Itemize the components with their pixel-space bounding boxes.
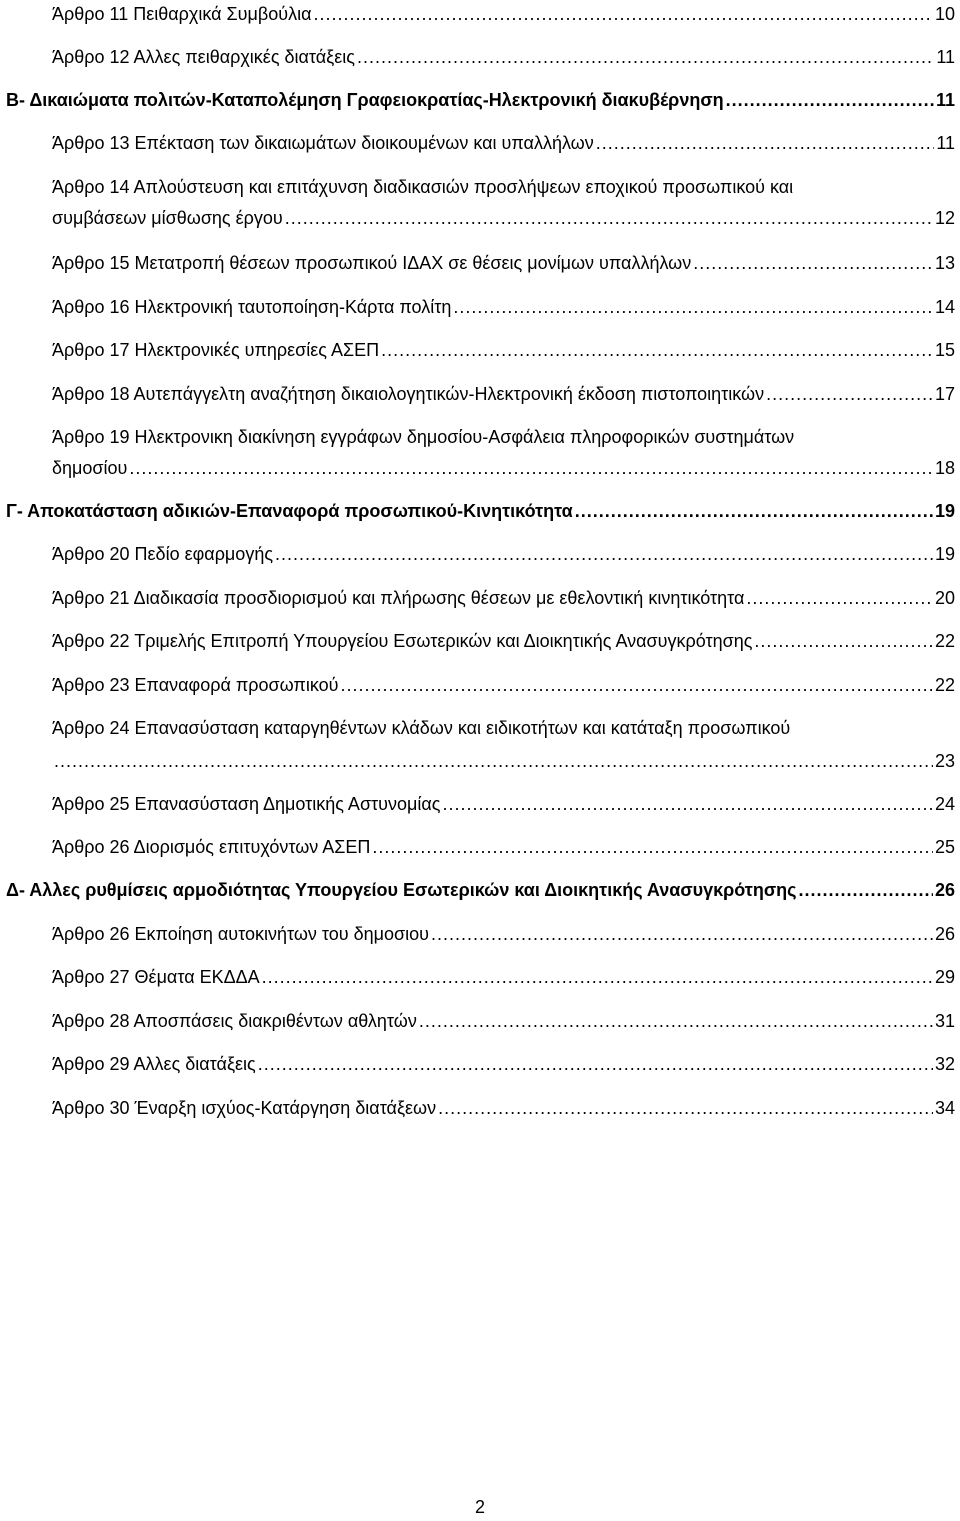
- leader-dots: [340, 672, 932, 698]
- toc-entry[interactable]: [52, 205, 955, 231]
- toc-entry[interactable]: [52, 1051, 955, 1077]
- toc-entry-title: Β- Δικαιώματα πολιτών-Καταπολέμηση Γραφειοκρατίας-Ηλεκτρονική διακυβέρνηση: [6, 90, 724, 110]
- toc-entry[interactable]: [52, 381, 955, 407]
- toc-entry-title: Άρθρο 27 Θέματα ΕΚΔΔΑ: [52, 967, 260, 987]
- toc-entry-title: Γ- Αποκατάσταση αδικιών-Επαναφορά προσωπικού-Κινητικότητα: [6, 501, 573, 521]
- toc-entry-page: 15: [934, 340, 955, 360]
- toc-entry[interactable]: [52, 455, 955, 481]
- page-number: 2: [474, 1497, 485, 1517]
- toc-entry-page: 22: [934, 631, 955, 651]
- toc-entry-title: Άρθρο 28 Αποσπάσεις διακριθέντων αθλητών: [52, 1011, 417, 1031]
- toc-entry-title: Άρθρο 26 Διορισμός επιτυχόντων ΑΣΕΠ: [52, 837, 371, 857]
- leader-dots: [799, 877, 933, 903]
- toc-entry[interactable]: [52, 250, 955, 276]
- toc-entry-title: Άρθρο 22 Τριμελής Επιτροπή Υπουργείου Εσωτερικών και Διοικητικής Ανασυγκρότησης: [52, 631, 753, 651]
- leader-dots: [258, 1051, 933, 1077]
- toc-entry[interactable]: [52, 1008, 955, 1034]
- toc-entry-title: Άρθρο 15 Μετατροπή θέσεων προσωπικού ΙΔΑΧ σε θέσεις μονίμων υπαλλήλων: [52, 253, 692, 273]
- toc-entry[interactable]: [52, 294, 955, 320]
- leader-dots: [419, 1008, 933, 1034]
- toc-entry-page: 32: [934, 1054, 955, 1074]
- toc-entry-title: Άρθρο 18 Αυτεπάγγελτη αναζήτηση δικαιολογητικών-Ηλεκτρονική έκδοση πιστοποιητικών: [52, 384, 765, 404]
- leader-dots: [262, 964, 933, 990]
- leader-dots: [372, 834, 933, 860]
- toc-entry-title: Άρθρο 20 Πεδίο εφαρμογής: [52, 544, 274, 564]
- leader-dots: [285, 205, 933, 231]
- toc-section-heading[interactable]: [6, 877, 955, 903]
- toc-entry-title-continued: δημοσίου: [52, 458, 128, 478]
- toc-entry[interactable]: [52, 964, 955, 990]
- toc-entry-title: Άρθρο 26 Εκποίηση αυτοκινήτων του δημοσιου: [52, 924, 429, 944]
- toc-entry-page: 11: [936, 133, 955, 153]
- leader-dots: [575, 498, 933, 524]
- toc-entry-page: 11: [936, 47, 955, 67]
- toc-entry[interactable]: [52, 834, 955, 860]
- toc-entry-page: 17: [934, 384, 955, 404]
- toc-entry-title-line: Άρθρο 14 Απλούστευση και επιτάχυνση διαδικασιών προσλήψεων εποχικού προσωπικού και: [52, 177, 794, 197]
- toc-entry-title: Άρθρο 17 Ηλεκτρονικές υπηρεσίες ΑΣΕΠ: [52, 340, 380, 360]
- leader-dots: [275, 541, 933, 567]
- toc-section-heading[interactable]: [6, 87, 955, 113]
- toc-entry-title-line: Άρθρο 19 Ηλεκτρονικη διακίνηση εγγράφων δημοσίου-Ασφάλεια πληροφορικών συστημάτων: [52, 427, 795, 447]
- toc-entry[interactable]: [52, 628, 955, 654]
- toc-entry-title: Άρθρο 16 Ηλεκτρονική ταυτοποίηση-Κάρτα πολίτη: [52, 297, 452, 317]
- toc-entry-page: 24: [934, 794, 955, 814]
- toc-entry[interactable]: [52, 130, 955, 156]
- leader-dots: [693, 250, 933, 276]
- toc-entry[interactable]: [52, 672, 955, 698]
- toc-entry-title: Άρθρο 23 Επαναφορά προσωπικού: [52, 675, 339, 695]
- toc-entry[interactable]: [52, 1, 955, 27]
- leader-dots: [357, 44, 934, 70]
- toc-entry-page: 22: [934, 675, 955, 695]
- toc-entry-page: 26: [934, 880, 955, 900]
- toc-entry[interactable]: [52, 1095, 955, 1121]
- toc-entry-page: 26: [934, 924, 955, 944]
- toc-entry[interactable]: [52, 921, 955, 947]
- leader-dots: [54, 748, 933, 774]
- leader-dots: [438, 1095, 933, 1121]
- toc-entry-page: 10: [934, 4, 955, 24]
- toc-entry-title: Άρθρο 12 Αλλες πειθαρχικές διατάξεις: [52, 47, 355, 67]
- toc-entry-page: 18: [934, 458, 955, 478]
- toc-section-heading[interactable]: [6, 498, 955, 524]
- toc-entry-page: 29: [934, 967, 955, 987]
- toc-entry-page: 14: [934, 297, 955, 317]
- toc-entry-page: 19: [934, 544, 955, 564]
- toc-entry-title-continued: συμβάσεων μίσθωσης έργου: [52, 208, 283, 228]
- leader-dots: [746, 585, 933, 611]
- toc-entry-page: 12: [934, 208, 955, 228]
- toc-entry-page: 23: [934, 751, 955, 771]
- toc-entry[interactable]: [52, 585, 955, 611]
- toc-entry-page: 31: [934, 1011, 955, 1031]
- toc-entry-title: Άρθρο 29 Αλλες διατάξεις: [52, 1054, 256, 1074]
- leader-dots: [129, 455, 933, 481]
- toc-entry[interactable]: [52, 44, 955, 70]
- toc-entry[interactable]: [52, 337, 955, 363]
- leader-dots: [313, 1, 932, 27]
- toc-entry-page: 11: [935, 90, 955, 110]
- toc-entry-title: Άρθρο 21 Διαδικασία προσδιορισμού και πλήρωσης θέσεων με εθελοντική κινητικότητα: [52, 588, 745, 608]
- leader-dots: [453, 294, 933, 320]
- toc-entry-title: Δ- Αλλες ρυθμίσεις αρμοδιότητας Υπουργείου Εσωτερικών και Διοικητικής Ανασυγκρότησης: [6, 880, 797, 900]
- leader-dots: [754, 628, 933, 654]
- toc-entry-title-line: Άρθρο 24 Επανασύσταση καταργηθέντων κλάδων και ειδικοτήτων και κατάταξη προσωπικού: [52, 718, 791, 738]
- leader-dots: [431, 921, 933, 947]
- toc-entry-title: Άρθρο 13 Επέκταση των δικαιωμάτων διοικουμένων και υπαλλήλων: [52, 133, 594, 153]
- toc-entry-page: 34: [934, 1098, 955, 1118]
- toc-entry-title: Άρθρο 30 Έναρξη ισχύος-Κατάργηση διατάξεων: [52, 1098, 437, 1118]
- toc-entry-page: 13: [934, 253, 955, 273]
- toc-entry-page: 25: [934, 837, 955, 857]
- leader-dots: [442, 791, 933, 817]
- toc-entry-page: 20: [934, 588, 955, 608]
- toc-entry[interactable]: [52, 541, 955, 567]
- leader-dots: [766, 381, 933, 407]
- leader-dots: [596, 130, 935, 156]
- leader-dots: [381, 337, 933, 363]
- toc-entry-page: 19: [934, 501, 955, 521]
- toc-entry[interactable]: [52, 791, 955, 817]
- leader-dots: [726, 87, 934, 113]
- toc-entry-title: Άρθρο 11 Πειθαρχικά Συμβούλια: [52, 4, 312, 24]
- toc-entry-title: Άρθρο 25 Επανασύσταση Δημοτικής Αστυνομίας: [52, 794, 441, 814]
- toc-entry[interactable]: [52, 748, 955, 774]
